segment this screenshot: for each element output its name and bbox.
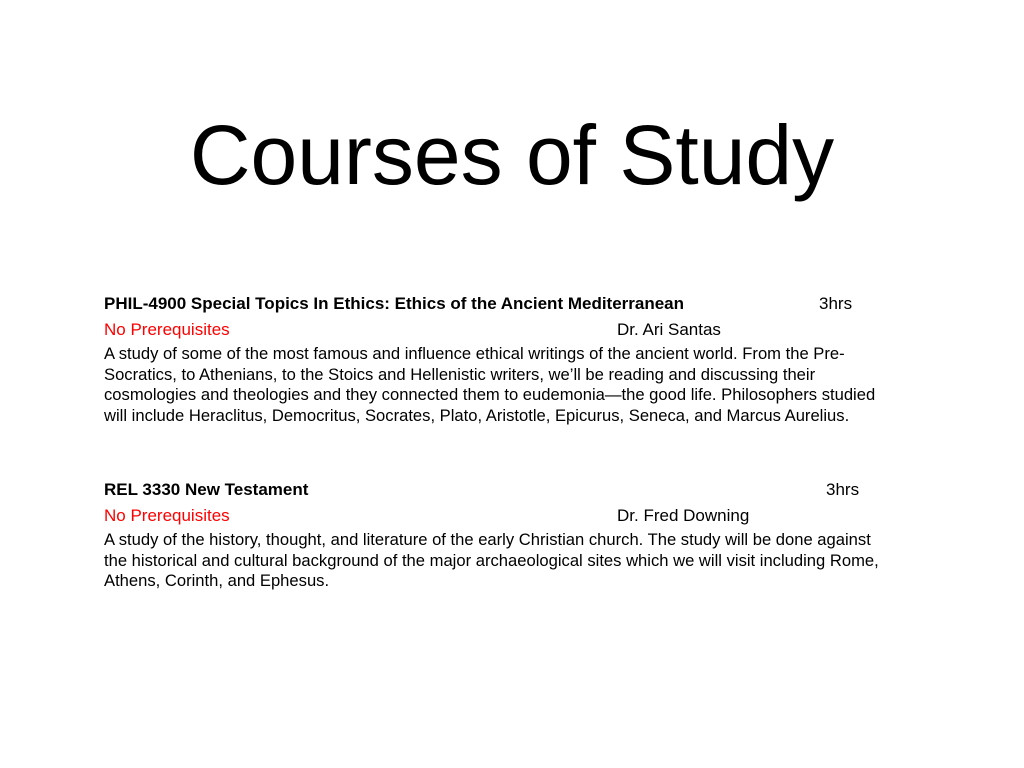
course-hours: 3hrs — [826, 480, 860, 499]
prerequisites-label: No Prerequisites — [104, 506, 230, 525]
course-hours: 3hrs — [819, 294, 853, 313]
course-meta-row — [104, 504, 904, 530]
course-block-phil-4900 — [104, 292, 904, 426]
instructor-name: Dr. Fred Downing — [617, 506, 750, 525]
course-header-row — [104, 478, 904, 504]
course-name: PHIL-4900 Special Topics In Ethics: Ethics of the Ancient Mediterranean — [104, 294, 685, 313]
course-header-row — [104, 292, 904, 318]
course-description: A study of the history, thought, and literature of the early Christian church. The study will be done against the historical and cultural background of the major archaeological sites which we will visit including Rome, Athens, Corinth, and Ephesus. — [104, 530, 879, 590]
course-meta-row — [104, 318, 904, 344]
instructor-name: Dr. Ari Santas — [617, 320, 721, 339]
course-block-rel-3330 — [104, 478, 904, 592]
slide-title: Courses of Study — [189, 108, 835, 202]
course-name: REL 3330 New Testament — [104, 480, 309, 499]
prerequisites-label: No Prerequisites — [104, 320, 230, 339]
course-description: A study of some of the most famous and influence ethical writings of the ancient world. From the Pre-Socratics, to Athenians, to the Stoics and Hellenistic writers, we’ll be reading and discussing their cosmologies and theologies and they connected them to eudemonia—the good life. Philosophers studied will include Heraclitus, Democritus, Socrates, Plato, Aristotle, Epicurus, Seneca, and Marcus Aurelius. — [104, 344, 876, 425]
